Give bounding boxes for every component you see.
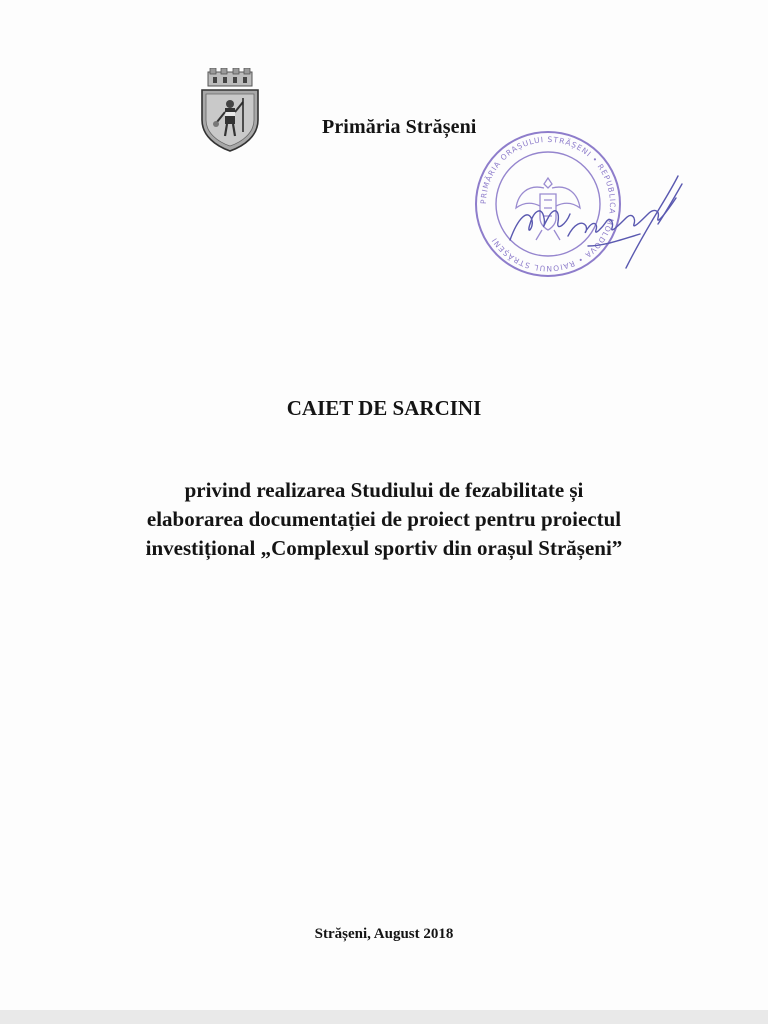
organization-name: Primăria Strășeni [322, 116, 477, 138]
official-stamp [470, 128, 700, 278]
coat-of-arms-icon [196, 68, 264, 152]
svg-text:PRIMĂRIA ORAȘULUI STRĂȘENI • R [479, 135, 617, 273]
document-subtitle [60, 476, 708, 563]
document-title: CAIET DE SARCINI [286, 396, 482, 420]
stamp-ring-text: PRIMĂRIA ORAȘULUI STRĂȘENI • REPUBLICA MOLDOVA • RAIONUL STRĂȘENI [478, 134, 618, 274]
subtitle-line: investițional „Complexul sportiv din orașul Strășeni” [145, 536, 623, 560]
scan-bottom-edge [0, 1010, 768, 1024]
subtitle-line: privind realizarea Studiului de fezabilitate și [184, 478, 584, 502]
place-and-date: Strășeni, August 2018 [314, 926, 454, 942]
subtitle-line: elaborarea documentației de proiect pentru proiectul [146, 507, 622, 531]
